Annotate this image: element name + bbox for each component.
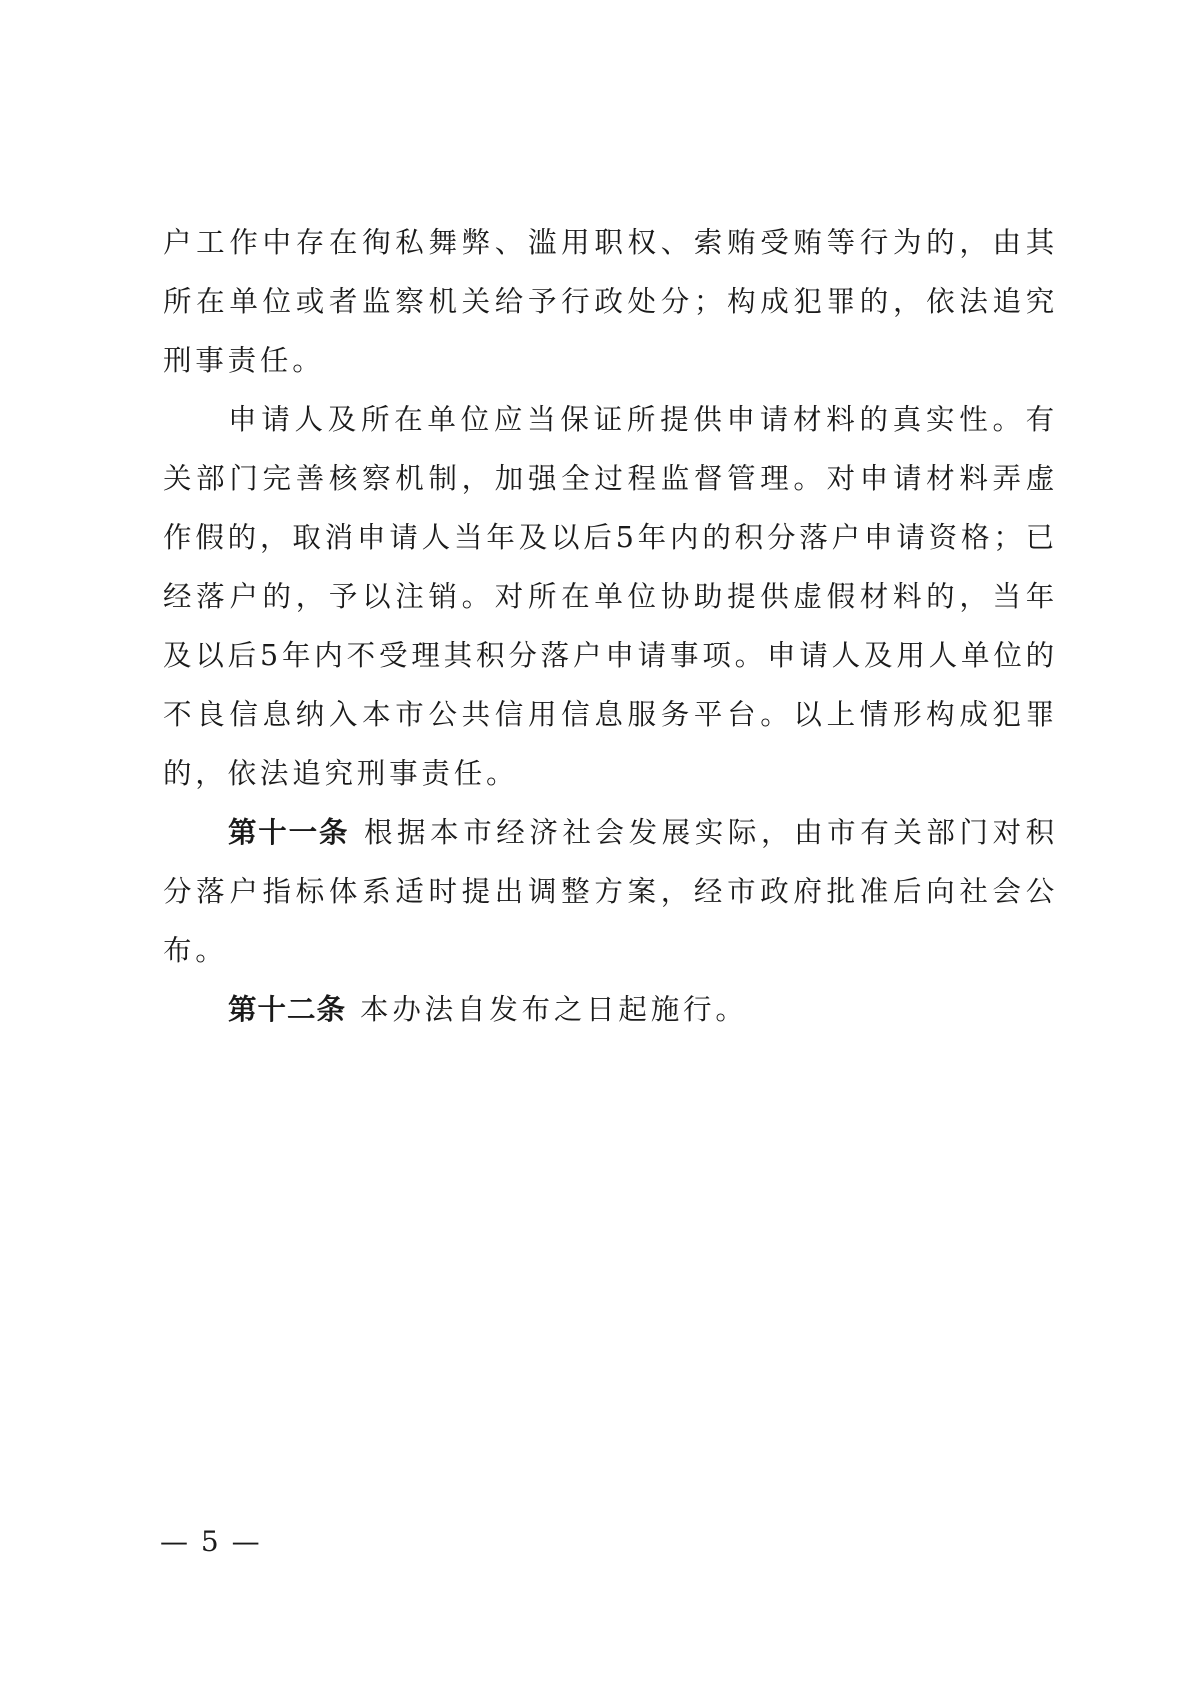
- paragraph-text: 户工作中存在徇私舞弊、滥用职权、索贿受贿等行为的，由其所在单位或者监察机关给予行政处分；构成犯罪的，依法追究刑事责任。: [163, 226, 1058, 377]
- document-body: [163, 213, 1058, 1039]
- paragraph-applicant-responsibility: [163, 390, 1058, 803]
- article-number: 第十二条: [228, 993, 347, 1026]
- page-number: — 5 —: [160, 1525, 262, 1558]
- article-text: 本办法自发布之日起施行。: [360, 993, 748, 1026]
- article-number: 第十一条: [228, 816, 350, 849]
- article-twelve: [163, 980, 1058, 1039]
- article-eleven: [163, 803, 1058, 980]
- paragraph-continuation: [163, 213, 1058, 390]
- paragraph-text: 申请人及所在单位应当保证所提供申请材料的真实性。有关部门完善核察机制，加强全过程监督管理。对申请材料弄虚作假的，取消申请人当年及以后5年内的积分落户申请资格；已经落户的，予以注销。对所在单位协助提供虚假材料的，当年及以后5年内不受理其积分落户申请事项。申请人及用人单位的不良信息纳入本市公共信用信息服务平台。以上情形构成犯罪的，依法追究刑事责任。: [163, 403, 1058, 790]
- article-text: 根据本市经济社会发展实际，由市有关部门对积分落户指标体系适时提出调整方案，经市政府批准后向社会公布。: [163, 816, 1058, 967]
